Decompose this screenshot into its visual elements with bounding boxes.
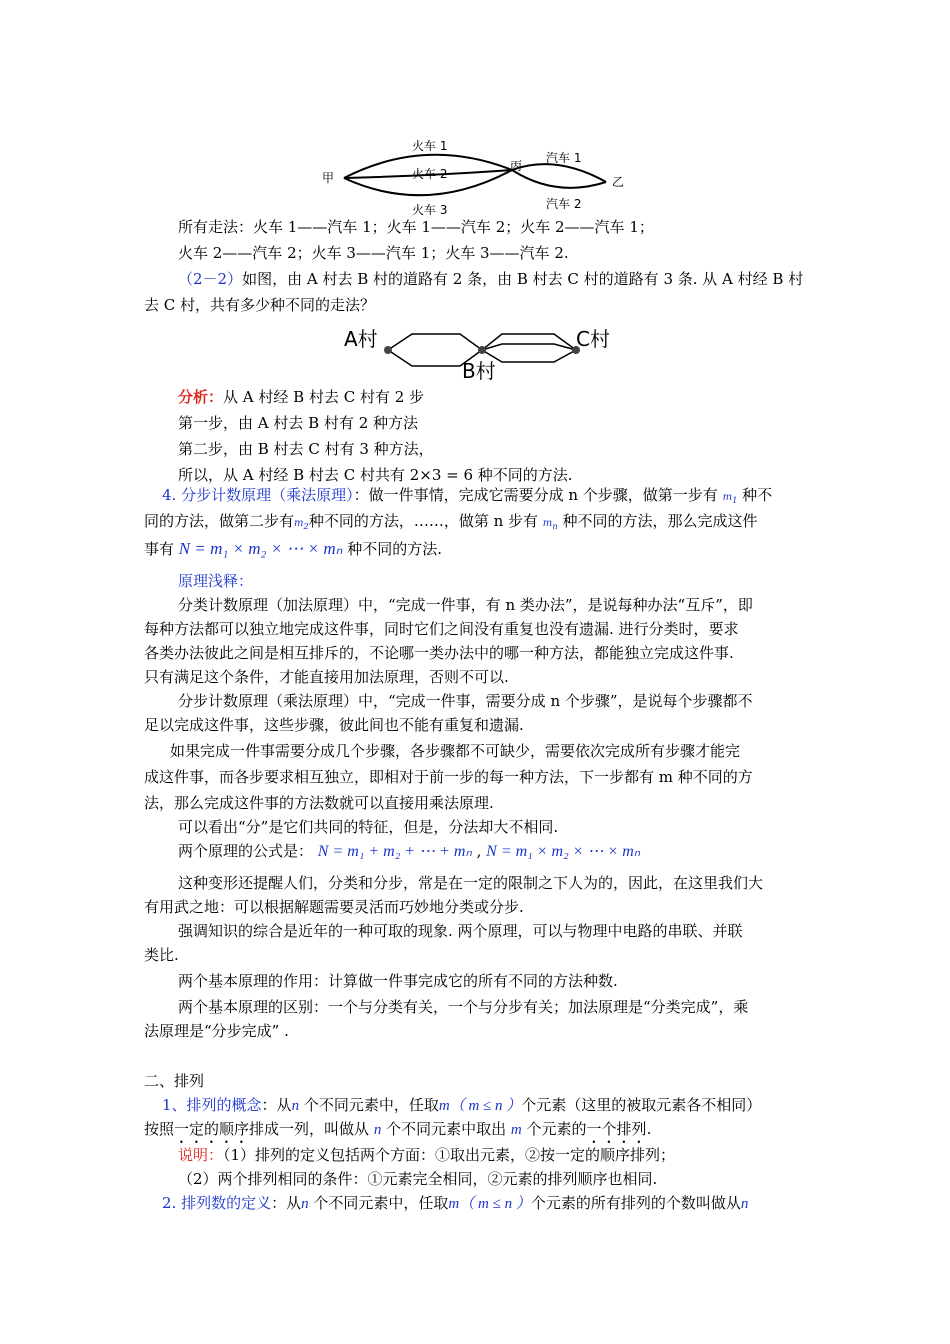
label-train-1: 火车 1 [412, 139, 448, 153]
perm-def-text-a: ：从 [261, 1096, 292, 1114]
condition-m-le-n-2: （ m ≤ n ） [459, 1196, 531, 1212]
perm-count-text-c: 个元素的所有排列的个数叫做从 [530, 1194, 741, 1212]
explain-p3-l2: 成这件事，而各步要求相互独立，即相对于前一步的每一种方法，下一步都有 m 种不同的方 [144, 768, 753, 786]
symbol-m1: $m_1$ [722, 492, 738, 505]
perm-def-text-2e: . [646, 1120, 652, 1138]
symbol-n: n [291, 1098, 300, 1114]
section-heading-permutation: 二、排列 [144, 1072, 205, 1090]
principle-line-3 [144, 538, 442, 560]
principle-text-1b: 种不 [742, 486, 773, 504]
symbol-m-3: m [448, 1196, 460, 1212]
routes-line-2: 火车 2——汽车 2；火车 3——汽车 1；火车 3——汽车 2. [178, 244, 569, 262]
perm-def-text-2a: 按照 [144, 1120, 175, 1138]
emphasis-one-permutation: 一个排列 [586, 1120, 647, 1138]
perm-count-def [162, 1192, 748, 1215]
label-train-3: 火车 3 [412, 203, 448, 217]
principle-text-1: ：做一件事情，完成它需要分成 n 个步骤，做第一步有 [353, 486, 718, 504]
example-2-2-line-1 [178, 268, 803, 290]
explain-p9-l2: 法原理是“分步完成” . [144, 1022, 289, 1040]
perm-def-text-2c: 个不同元素中取出 [386, 1120, 507, 1138]
analysis-line-2: 第一步，由 A 村去 B 村有 2 种方法 [178, 414, 419, 432]
explain-p2-l2: 足以完成这件事，这些步骤，彼此间也不能有重复和遗漏. [144, 716, 524, 734]
principle-text-3a: 事有 [144, 540, 175, 558]
explain-p3-l1: 如果完成一件事需要分成几个步骤，各步骤都不可缺少，需要依次完成所有步骤才能完 [170, 742, 741, 760]
explain-p3-l3: 法，那么完成这件事的方法数就可以直接用乘法原理. [144, 794, 494, 812]
explain-p1-l1: 分类计数原理（加法原理）中，“完成一件事，有 n 类办法”，是说每种办法“互斥”，即 [178, 596, 753, 614]
explain-p4: 可以看出“分”是它们共同的特征，但是，分法却大不相同. [178, 818, 559, 836]
village-b: B村 [462, 359, 496, 383]
explain-p7-l1: 强调知识的综合是近年的一种可取的现象. 两个原理，可以与物理中电路的串联、并联 [178, 922, 743, 940]
perm-def-text-b: 个不同元素中，任取 [303, 1096, 439, 1114]
analysis-line-3: 第二步，由 B 村去 C 村有 3 种方法， [178, 440, 434, 458]
principle-text-2a: 同的方法，做第二步有 [144, 512, 295, 530]
symbol-m: m [438, 1098, 450, 1114]
explain-p1-l2: 每种方法都可以独立地完成这件事，同时它们之间没有重复也没有遗漏. 进行分类时，要求 [144, 620, 739, 638]
label-train-2: 火车 2 [412, 167, 448, 181]
multiplication-formula: N = m₁ × m₂ × ⋯ × mₙ [178, 539, 343, 558]
perm-count-text-b: 个不同元素中，任取 [313, 1194, 449, 1212]
principle-text-2c: 种不同的方法，那么完成这件 [562, 512, 758, 530]
note-text-1: （1）排列的定义包括两个方面：①取出元素，②按一定的顺序排列； [223, 1146, 676, 1164]
perm-def-line-2 [144, 1118, 651, 1147]
perm-note-2: （2）两个排列相同的条件：①元素完全相同，②元素的排列顺序也相同. [178, 1170, 658, 1188]
analysis-line-4: 所以，从 A 村经 B 村去 C 村共有 2×3 = 6 种不同的方法. [178, 466, 573, 484]
note-label: 说明： [178, 1146, 224, 1164]
node-mid: 丙 [510, 159, 523, 173]
analysis-line-1 [178, 386, 424, 408]
explain-p8: 两个基本原理的作用：计算做一件事完成它的所有不同的方法种数. [178, 972, 618, 990]
explain-p2-l1: 分步计数原理（乘法原理）中，“完成一件事，需要分成 n 个步骤”，是说每个步骤都不 [178, 692, 753, 710]
village-a: A村 [344, 327, 378, 351]
explain-title: 原理浅释： [178, 572, 254, 590]
emphasis-order: 一定的顺序 [174, 1120, 250, 1138]
multiplication-formula-2: N = m₁ × m₂ × ⋯ × mₙ [486, 843, 641, 860]
perm-def-text-c: 个元素（这里的被取元素各不相同） [521, 1096, 762, 1114]
perm-def-line-1 [162, 1094, 761, 1117]
explain-p1-l3: 各类办法彼此之间是相互排斥的，不论哪一类办法中的哪一种方法，都能独立完成这件事. [144, 644, 734, 662]
analysis-label: 分析： [178, 388, 224, 406]
addition-formula: N = m₁ + m₂ + ⋯ + mₙ [317, 843, 472, 860]
principle-line-1 [162, 484, 772, 511]
perm-def-text-2d: 个元素的 [526, 1120, 587, 1138]
symbol-m2: $m_2$ [294, 518, 309, 531]
node-end: 乙 [612, 175, 625, 189]
principle-text-2b: 种不同的方法，……，做第 n 步有 [308, 512, 539, 530]
principle-title: 4. 分步计数原理（乘法原理） [162, 486, 354, 504]
perm-def-title: 1、排列的概念 [162, 1096, 262, 1114]
perm-def-text-2b: 排成一列，叫做从 [249, 1120, 370, 1138]
perm-count-title: 2. 排列数的定义 [162, 1194, 272, 1212]
explain-p6-l2: 有用武之地：可以根据解题需要灵活而巧妙地分类或分步. [144, 898, 524, 916]
symbol-mn: $m_n$ [542, 518, 558, 531]
example-text: 如图，由 A 村去 B 村的道路有 2 条，由 B 村去 C 村的道路有 3 条. 从 A 村经 B 村 [242, 270, 804, 288]
analysis-text-1: 从 A 村经 B 村去 C 村有 2 步 [223, 388, 425, 406]
village-c: C村 [576, 327, 610, 351]
symbol-n-4: n [740, 1196, 749, 1212]
label-bus-1: 汽车 1 [546, 151, 582, 165]
village-road-diagram [342, 322, 622, 383]
symbol-n-3: n [301, 1196, 309, 1212]
explain-p7-l2: 类比. [144, 946, 179, 964]
symbol-m-2: m [510, 1122, 522, 1138]
routes-line-1: 所有走法：火车 1——汽车 1；火车 1——汽车 2；火车 2——汽车 1； [178, 218, 654, 236]
condition-m-le-n: （ m ≤ n ） [449, 1098, 522, 1114]
formula-intro: 两个原理的公式是： [178, 842, 314, 860]
explain-p6-l1: 这种变形还提醒人们，分类和分步，常是在一定的限制之下人为的，因此，在这里我们大 [178, 874, 764, 892]
perm-note-1 [178, 1144, 675, 1166]
route-diagram-train-bus [316, 136, 636, 216]
example-2-2-line-2: 去 C 村，共有多少种不同的走法？ [144, 296, 376, 314]
symbol-n-2: n [373, 1122, 382, 1138]
principle-text-3b: 种不同的方法. [347, 540, 443, 558]
explain-p9-l1: 两个基本原理的区别：一个与分类有关，一个与分步有关；加法原理是“分类完成”，乘 [178, 998, 749, 1016]
perm-count-text-a: ：从 [271, 1194, 302, 1212]
example-tag: （2－2） [178, 270, 243, 288]
explain-p1-l4: 只有满足这个条件，才能直接用加法原理，否则不可以. [144, 668, 509, 686]
principle-line-2 [144, 510, 757, 537]
label-bus-2: 汽车 2 [546, 197, 582, 211]
explain-p5: 两个原理的公式是： N = m₁ + m₂ + ⋯ + mₙ , N = m₁ × m₂ × ⋯ × mₙ [178, 842, 641, 860]
node-start: 甲 [322, 171, 335, 185]
